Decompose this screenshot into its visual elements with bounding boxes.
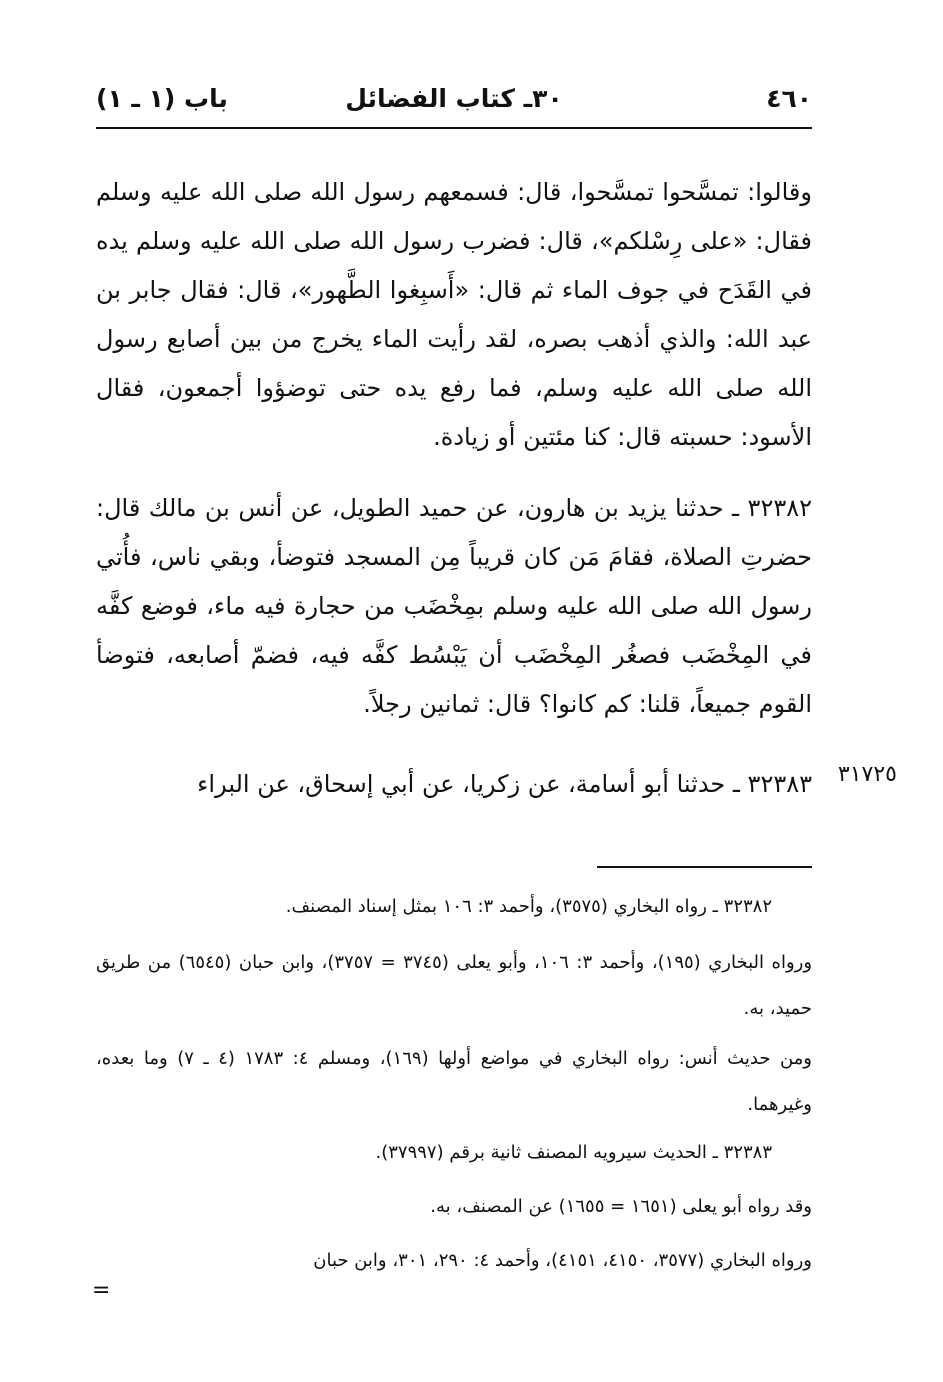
header-rule	[96, 127, 812, 129]
main-paragraph-1: وقالوا: تمسَّحوا تمسَّحوا، قال: فسمعهم رسول الله صلى الله عليه وسلم فقال: «على رِسْلكم»، قال: فضرب رسول الله صلى الله عليه وسلم يده في القَدَح في جوف الماء ثم قال: «أَسبِغوا الطَّهور»، قال: فقال جابر بن عبد الله: والذي أذهب بصره، لقد رأيت الماء يخرج من بين أصابع رسول الله صلى الله عليه وسلم، فما رفع يده حتى توضؤوا أجمعون، فقال الأسود: حسبته قال: كنا مئتين أو زيادة.	[96, 178, 812, 451]
chapter-label: باب (١ ـ ١)	[96, 84, 228, 113]
footnote-6: ورواه البخاري (٣٥٧٧، ٤١٥٠، ٤١٥١)، وأحمد ٤: ٢٩٠، ٣٠١، وابن حبان	[313, 1250, 812, 1271]
continued-mark: =	[92, 1278, 111, 1303]
footnote-5: وقد رواه أبو يعلى (١٦٥١ = ١٦٥٥) عن المصنف، به.	[430, 1196, 812, 1217]
main-paragraph-2: ٣٢٣٨٢ ـ حدثنا يزيد بن هارون، عن حميد الطويل، عن أنس بن مالك قال: حضرتِ الصلاة، فقامَ مَن كان قريباً مِن المسجد فتوضأ، وبقي ناس، فأُتي رسول الله صلى الله عليه وسلم بمِخْضَب من حجارة فيه ماء، فوضع كفَّه في المِخْضَب فصغُر المِخْضَب أن يَبْسُط كفَّه فيه، فضمّ أصابعه، فتوضأ القوم جميعاً، قلنا: كم كانوا؟ قال: ثمانين رجلاً.	[96, 494, 812, 718]
book-title: ٣٠ـ كتاب الفضائل	[345, 84, 563, 113]
footnote-3: ومن حديث أنس: رواه البخاري في مواضع أولها (١٦٩)، ومسلم ٤: ١٧٨٣ (٤ ـ ٧) وما بعده، وغيرهما.	[96, 1048, 812, 1115]
main-paragraph-3: ٣٢٣٨٣ ـ حدثنا أبو أسامة، عن زكريا، عن أبي إسحاق، عن البراء	[197, 770, 812, 798]
page-header	[96, 78, 812, 128]
footnote-rule	[597, 866, 812, 868]
footnote-1: ٣٢٣٨٢ ـ رواه البخاري (٣٥٧٥)، وأحمد ٣: ١٠٦ بمثل إسناد المصنف.	[285, 896, 772, 917]
page-number: ٤٦٠	[766, 84, 812, 113]
footnote-2: ورواه البخاري (١٩٥)، وأحمد ٣: ١٠٦، وأبو يعلى (٣٧٤٥ = ٣٧٥٧)، وابن حبان (٦٥٤٥) من طريق حميد، به.	[96, 952, 813, 1019]
footnote-4: ٣٢٣٨٣ ـ الحديث سيرويه المصنف ثانية برقم (٣٧٩٩٧).	[375, 1142, 772, 1163]
margin-number: ٣١٧٢٥	[837, 762, 897, 787]
